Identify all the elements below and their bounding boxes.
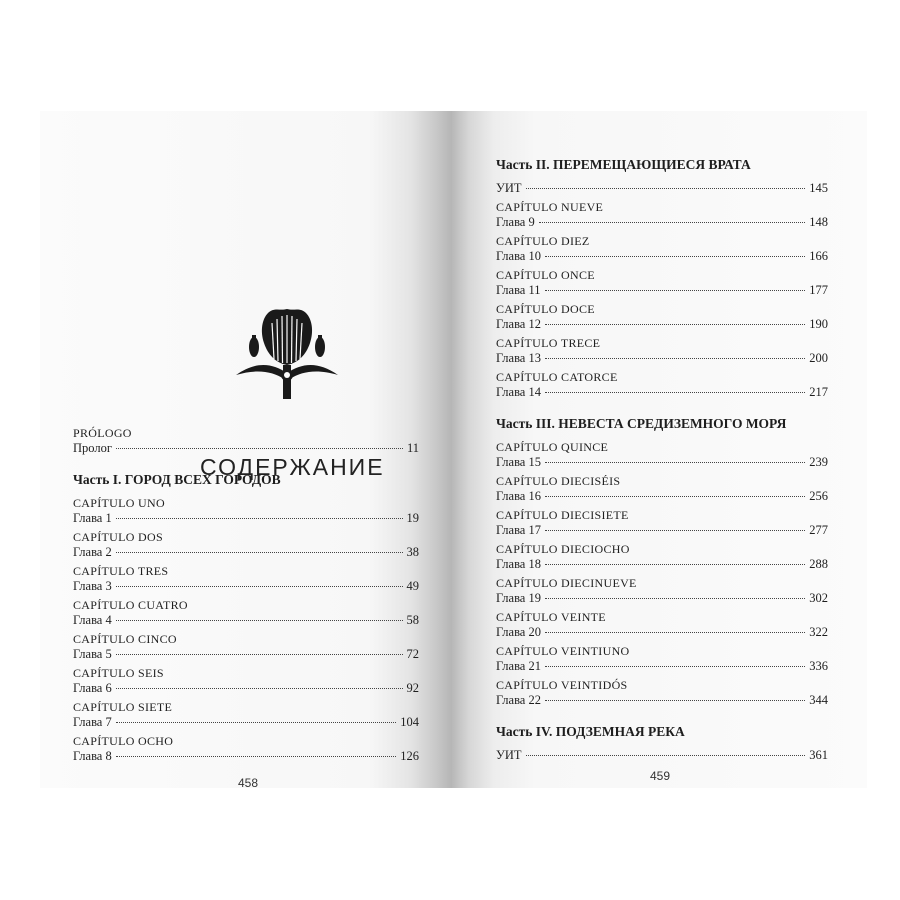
dot-leader bbox=[545, 564, 805, 565]
toc-entry-page: 166 bbox=[809, 249, 828, 263]
toc-left bbox=[73, 426, 419, 768]
dot-leader bbox=[545, 358, 805, 359]
toc-entry[interactable] bbox=[496, 693, 828, 708]
toc-entry-page: 322 bbox=[809, 625, 828, 639]
toc-entry-page: 256 bbox=[809, 489, 828, 503]
lotus-ornament-icon bbox=[232, 301, 342, 401]
chapter-section-label: CAPÍTULO UNO bbox=[73, 496, 165, 510]
dot-leader bbox=[116, 756, 397, 757]
toc-entry-page: 177 bbox=[809, 283, 828, 297]
dot-leader bbox=[545, 290, 806, 291]
toc-entry-label: Глава 6 bbox=[73, 681, 112, 695]
toc-entry-label: Глава 22 bbox=[496, 693, 541, 707]
toc-entry[interactable] bbox=[73, 613, 419, 628]
toc-entry[interactable] bbox=[496, 659, 828, 674]
toc-entry-page: 239 bbox=[809, 455, 828, 469]
toc-entry-page: 126 bbox=[400, 749, 419, 763]
dot-leader bbox=[545, 392, 805, 393]
dot-leader bbox=[545, 598, 805, 599]
chapter-section-label: CAPÍTULO DIECISIETE bbox=[496, 508, 629, 522]
toc-entry-page: 148 bbox=[809, 215, 828, 229]
toc-entry-page: 72 bbox=[406, 647, 419, 661]
chapter-section-label: CAPÍTULO CATORCE bbox=[496, 370, 618, 384]
toc-entry-label: Глава 12 bbox=[496, 317, 541, 331]
chapter-section-label: CAPÍTULO NUEVE bbox=[496, 200, 604, 214]
toc-entry-part4-intro[interactable]: УИТ 361 bbox=[496, 748, 828, 762]
toc-entry[interactable] bbox=[73, 715, 419, 730]
chapter-section-label: CAPÍTULO TRECE bbox=[496, 336, 601, 350]
toc-entry[interactable] bbox=[73, 749, 419, 764]
toc-entry-label: Глава 18 bbox=[496, 557, 541, 571]
dot-leader bbox=[116, 552, 403, 553]
toc-entry-label: Глава 21 bbox=[496, 659, 541, 673]
toc-entry-label: Глава 2 bbox=[73, 545, 112, 559]
toc-entry[interactable] bbox=[73, 545, 419, 560]
toc-entry-page: 92 bbox=[406, 681, 419, 695]
toc-entry-prologue[interactable]: Пролог 11 bbox=[73, 441, 419, 455]
toc-entry-page: 200 bbox=[809, 351, 828, 365]
toc-entry[interactable] bbox=[496, 489, 828, 504]
toc-entry[interactable] bbox=[496, 455, 828, 470]
left-page bbox=[40, 111, 452, 788]
part-2-title: Часть II. ПЕРЕМЕЩАЮЩИЕСЯ ВРАТА bbox=[496, 157, 751, 172]
toc-entry-page: 19 bbox=[406, 511, 419, 525]
chapter-section-label: CAPÍTULO DIEZ bbox=[496, 234, 590, 248]
toc-entry-label: Глава 7 bbox=[73, 715, 112, 729]
dot-leader bbox=[545, 530, 805, 531]
toc-entry-page: 49 bbox=[406, 579, 419, 593]
prologue-section: PRÓLOGO bbox=[73, 426, 132, 440]
toc-entry[interactable] bbox=[73, 579, 419, 594]
part-3-title: Часть III. НЕВЕСТА СРЕДИЗЕМНОГО МОРЯ bbox=[496, 416, 787, 431]
dot-leader bbox=[545, 462, 805, 463]
chapter-section-label: CAPÍTULO SIETE bbox=[73, 700, 173, 714]
chapter-section-label: CAPÍTULO DOCE bbox=[496, 302, 595, 316]
toc-entry-label: Глава 19 bbox=[496, 591, 541, 605]
toc-entry[interactable] bbox=[496, 215, 828, 230]
dot-leader bbox=[539, 222, 806, 223]
toc-entry-label: Глава 8 bbox=[73, 749, 112, 763]
toc-entry-page: 58 bbox=[406, 613, 419, 627]
chapter-section-label: CAPÍTULO VEINTIUNO bbox=[496, 644, 630, 658]
right-page bbox=[452, 111, 867, 788]
chapter-section-label: CAPÍTULO TRES bbox=[73, 564, 169, 578]
toc-entry-label: Глава 20 bbox=[496, 625, 541, 639]
toc-entry-label: Глава 1 bbox=[73, 511, 112, 525]
toc-entry-page: 336 bbox=[809, 659, 828, 673]
toc-entry[interactable] bbox=[496, 557, 828, 572]
chapter-section-label: CAPÍTULO CINCO bbox=[73, 632, 177, 646]
toc-entry-page: 38 bbox=[406, 545, 419, 559]
toc-entry[interactable] bbox=[496, 385, 828, 400]
toc-entry-label: Глава 10 bbox=[496, 249, 541, 263]
contents-title: СОДЕРЖАНИЕ bbox=[200, 454, 385, 480]
toc-right bbox=[496, 157, 828, 767]
dot-leader bbox=[116, 654, 403, 655]
toc-entry-label: Глава 13 bbox=[496, 351, 541, 365]
chapter-section-label: CAPÍTULO DIECIOCHO bbox=[496, 542, 630, 556]
toc-entry-label: Глава 16 bbox=[496, 489, 541, 503]
toc-entry-page: 217 bbox=[809, 385, 828, 399]
dot-leader bbox=[116, 586, 403, 587]
toc-entry-part2-intro[interactable]: УИТ 145 bbox=[496, 181, 828, 195]
dot-leader bbox=[545, 700, 805, 701]
toc-entry-page: 288 bbox=[809, 557, 828, 571]
dot-leader bbox=[545, 324, 805, 325]
toc-entry-page: 302 bbox=[809, 591, 828, 605]
toc-entry-page: 190 bbox=[809, 317, 828, 331]
dot-leader bbox=[116, 688, 403, 689]
toc-entry-label: Глава 11 bbox=[496, 283, 541, 297]
toc-entry[interactable] bbox=[496, 317, 828, 332]
chapter-section-label: CAPÍTULO ONCE bbox=[496, 268, 595, 282]
chapter-section-label: CAPÍTULO VEINTIDÓS bbox=[496, 678, 628, 692]
dot-leader bbox=[116, 722, 397, 723]
toc-entry[interactable] bbox=[73, 647, 419, 662]
toc-entry-page: 277 bbox=[809, 523, 828, 537]
part-1-title: Часть I. ГОРОД ВСЕХ ГОРОДОВ bbox=[73, 472, 281, 487]
toc-entry-label: Глава 9 bbox=[496, 215, 535, 229]
chapter-section-label: CAPÍTULO SEIS bbox=[73, 666, 164, 680]
toc-entry-label: Глава 3 bbox=[73, 579, 112, 593]
page-number-left: 458 bbox=[238, 776, 259, 790]
toc-entry[interactable] bbox=[496, 283, 828, 298]
toc-entry[interactable] bbox=[496, 523, 828, 538]
part-4-title: Часть IV. ПОДЗЕМНАЯ РЕКА bbox=[496, 724, 685, 739]
chapter-section-label: CAPÍTULO DIECISÉIS bbox=[496, 474, 621, 488]
chapter-section-label: CAPÍTULO DIECINUEVE bbox=[496, 576, 637, 590]
chapter-section-label: CAPÍTULO QUINCE bbox=[496, 440, 609, 454]
toc-entry-label: Глава 17 bbox=[496, 523, 541, 537]
toc-entry-label: Глава 5 bbox=[73, 647, 112, 661]
chapter-section-label: CAPÍTULO CUATRO bbox=[73, 598, 188, 612]
toc-entry[interactable] bbox=[496, 351, 828, 366]
part-2-chapters bbox=[496, 200, 828, 400]
part-3-chapters bbox=[496, 440, 828, 708]
chapter-section-label: CAPÍTULO DOS bbox=[73, 530, 163, 544]
toc-entry-label: Глава 15 bbox=[496, 455, 541, 469]
dot-leader bbox=[545, 256, 805, 257]
toc-entry[interactable] bbox=[496, 249, 828, 264]
dot-leader bbox=[116, 518, 403, 519]
toc-entry-page: 344 bbox=[809, 693, 828, 707]
chapter-section-label: CAPÍTULO VEINTE bbox=[496, 610, 606, 624]
part-1-chapters bbox=[73, 496, 419, 764]
toc-entry[interactable] bbox=[73, 511, 419, 526]
toc-entry-label: Глава 4 bbox=[73, 613, 112, 627]
toc-entry[interactable] bbox=[496, 591, 828, 606]
dot-leader bbox=[545, 632, 805, 633]
toc-entry[interactable] bbox=[496, 625, 828, 640]
dot-leader bbox=[545, 496, 805, 497]
page-number-right: 459 bbox=[650, 769, 671, 783]
toc-entry-label: Глава 14 bbox=[496, 385, 541, 399]
toc-entry[interactable] bbox=[73, 681, 419, 696]
dot-leader bbox=[116, 620, 403, 621]
toc-entry-page: 104 bbox=[400, 715, 419, 729]
dot-leader bbox=[545, 666, 805, 667]
chapter-section-label: CAPÍTULO OCHO bbox=[73, 734, 174, 748]
